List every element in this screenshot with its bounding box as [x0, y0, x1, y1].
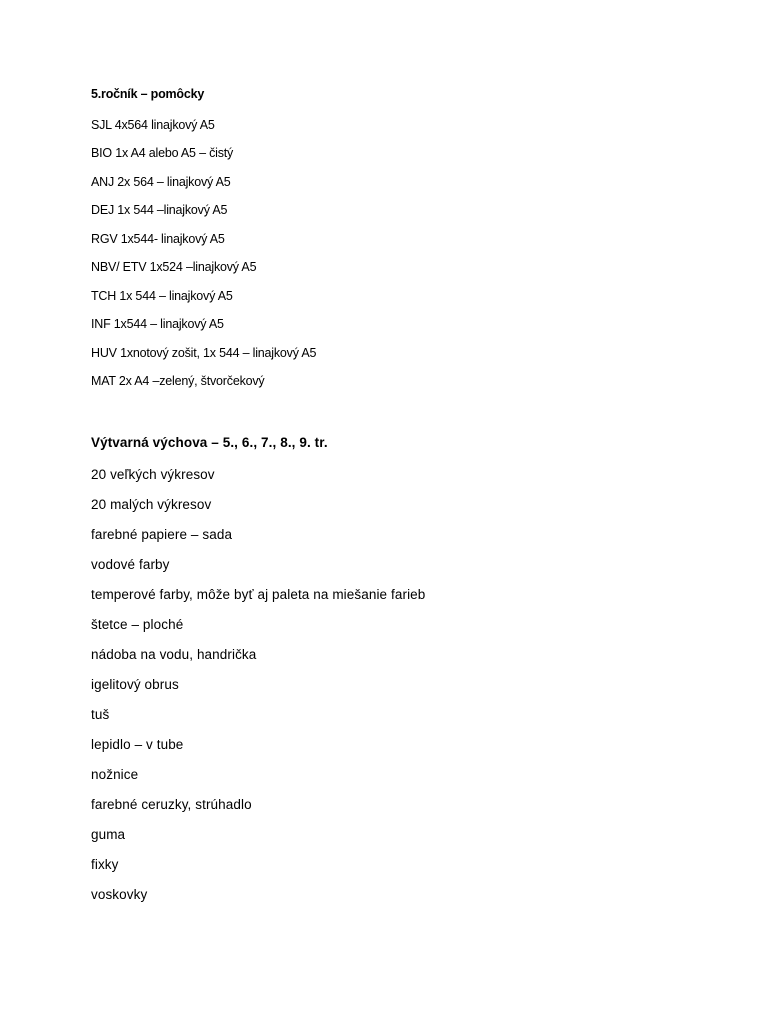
list-item: RGV 1x544- linajkový A5: [91, 232, 225, 246]
list-item: HUV 1xnotový zošit, 1x 544 – linajkový A5: [91, 346, 317, 360]
list-item: temperové farby, môže byť aj paleta na miešanie farieb: [91, 587, 426, 602]
list-item: NBV/ ETV 1x524 –linajkový A5: [91, 260, 257, 274]
list-item: farebné ceruzky, strúhadlo: [91, 797, 252, 812]
list-item: vodové farby: [91, 557, 170, 572]
list-item: ANJ 2x 564 – linajkový A5: [91, 175, 231, 189]
list-item: igelitový obrus: [91, 677, 179, 692]
list-item: BIO 1x A4 alebo A5 – čistý: [91, 146, 234, 160]
list-item: fixky: [91, 857, 119, 872]
list-item: nádoba na vodu, handrička: [91, 647, 257, 662]
list-item: MAT 2x A4 –zelený, štvorčekový: [91, 374, 265, 388]
list-item: lepidlo – v tube: [91, 737, 184, 752]
list-item: DEJ 1x 544 –linajkový A5: [91, 203, 228, 217]
list-item: INF 1x544 – linajkový A5: [91, 317, 224, 331]
section-heading: Výtvarná výchova – 5., 6., 7., 8., 9. tr.: [91, 435, 328, 450]
list-item: 20 veľkých výkresov: [91, 467, 215, 482]
list-item: TCH 1x 544 – linajkový A5: [91, 289, 233, 303]
list-item: nožnice: [91, 767, 139, 782]
list-item: 20 malých výkresov: [91, 497, 212, 512]
list-item: voskovky: [91, 887, 148, 902]
list-item: SJL 4x564 linajkový A5: [91, 118, 215, 132]
list-item: guma: [91, 827, 126, 842]
list-item: tuš: [91, 707, 110, 722]
list-item: farebné papiere – sada: [91, 527, 233, 542]
list-item: štetce – ploché: [91, 617, 184, 632]
section-heading: 5.ročník – pomôcky: [91, 87, 205, 101]
